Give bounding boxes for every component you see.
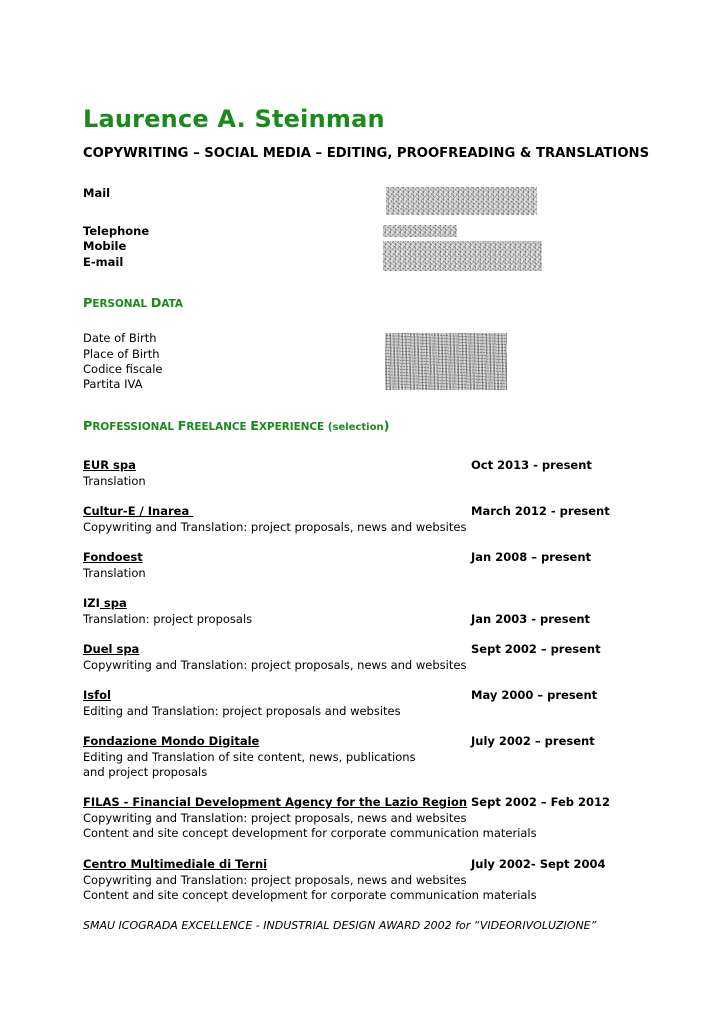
- experience-heading: PROFESSIONAL FREELANCE EXPERIENCE (selection): [83, 419, 390, 434]
- employer-name: FILAS - Financial Development Agency for the Lazio Region: [83, 795, 468, 809]
- role-description: Copywriting and Translation: project proposals, news and websites: [83, 810, 467, 825]
- experience-item: [83, 458, 623, 489]
- redacted-telephone: [383, 225, 457, 237]
- employment-dates: Jan 2003 - present: [471, 611, 591, 626]
- role-description: and project proposals: [83, 765, 208, 779]
- employment-dates: Oct 2013 - present: [471, 458, 592, 472]
- employment-dates: July 2002 – present: [471, 734, 595, 748]
- experience-item: [83, 642, 623, 673]
- role-description: Editing and Translation: project proposals and websites: [83, 703, 401, 718]
- personal-data-heading: PERSONAL DATA: [83, 296, 183, 311]
- employer-name: Centro Multimediale di Terni: [83, 857, 268, 871]
- role-description: Translation: [83, 565, 146, 580]
- employer-name: Isfol: [83, 688, 111, 702]
- employer-name-prefix: IZI: [83, 596, 100, 610]
- experience-item: [83, 596, 623, 627]
- employer-name: Fondazione Mondo Digitale: [83, 734, 260, 748]
- role-description: Copywriting and Translation: project proposals, news and websites: [83, 519, 467, 534]
- experience-item: [83, 688, 623, 719]
- employment-dates: March 2012 - present: [471, 504, 610, 518]
- employer-name: Fondoest: [83, 550, 143, 564]
- email-label: E-mail: [83, 255, 124, 269]
- role-description: Translation: [83, 473, 146, 488]
- pob-label: Place of Birth: [83, 347, 160, 361]
- award-note: SMAU ICOGRADA EXCELLENCE - INDUSTRIAL DESIGN AWARD 2002 for “VIDEORIVOLUZIONE”: [83, 919, 597, 932]
- dob-label: Date of Birth: [83, 331, 157, 345]
- professional-subtitle: COPYWRITING – SOCIAL MEDIA – EDITING, PROOFREADING & TRANSLATIONS: [83, 146, 650, 161]
- redacted-mobile-email: [383, 241, 542, 271]
- experience-item: [83, 550, 623, 581]
- experience-item: [83, 857, 643, 904]
- employment-dates: July 2002- Sept 2004: [471, 857, 606, 871]
- employer-name: spa: [99, 596, 127, 610]
- role-description: Copywriting and Translation: project proposals, news and websites: [83, 657, 467, 672]
- employment-dates: Sept 2002 – Feb 2012: [471, 795, 611, 809]
- role-description: Editing and Translation of site content, news, publications: [83, 749, 416, 764]
- codice-fiscale-label: Codice fiscale: [83, 362, 163, 376]
- experience-item: [83, 734, 623, 781]
- redacted-mail: [386, 187, 537, 215]
- redacted-personal-data: [385, 333, 507, 390]
- candidate-name: Laurence A. Steinman: [83, 105, 385, 133]
- employer-name: Cultur-E / Inarea: [83, 504, 194, 518]
- telephone-label: Telephone: [83, 224, 150, 238]
- mail-label: Mail: [83, 186, 111, 200]
- partita-iva-label: Partita IVA: [83, 377, 143, 391]
- role-description: Content and site concept development for corporate communication materials: [83, 826, 537, 840]
- experience-item: [83, 504, 623, 535]
- employment-dates: Jan 2008 – present: [471, 550, 592, 564]
- role-description: Translation: project proposals: [83, 611, 253, 626]
- employment-dates: May 2000 – present: [471, 688, 598, 702]
- employer-name: EUR spa: [83, 458, 136, 472]
- role-description: Content and site concept development for corporate communication materials: [83, 888, 537, 902]
- mobile-label: Mobile: [83, 239, 127, 253]
- employer-name: Duel spa: [83, 642, 140, 656]
- employment-dates: Sept 2002 – present: [471, 642, 601, 656]
- experience-item: [83, 795, 643, 842]
- role-description: Copywriting and Translation: project proposals, news and websites: [83, 872, 467, 887]
